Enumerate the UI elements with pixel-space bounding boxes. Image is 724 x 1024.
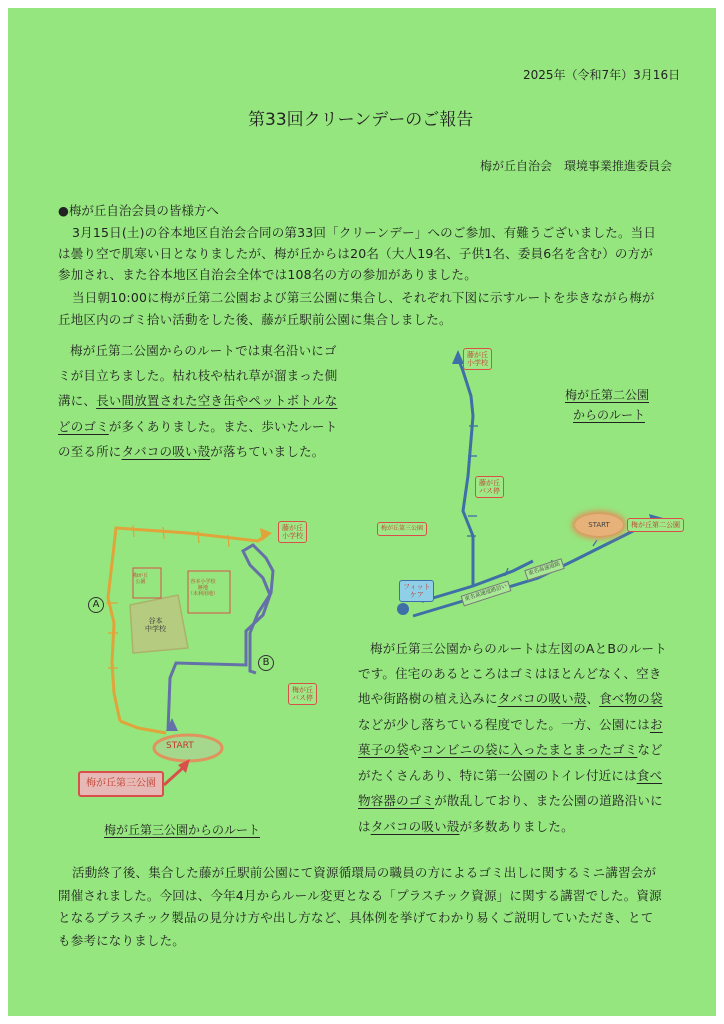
map2-school-label: 藤が丘 小学校 — [463, 348, 492, 370]
route-map-second-park — [363, 336, 708, 636]
intro-line-1: 3月15日(土)の谷本地区自治会合同の第33回「クリーンデー」へのご参加、有難うございました。当日 — [72, 225, 657, 240]
closing-line-3: となるプラスチック製品の見分け方や出し方など、具体例を挙げてわかり易くご説明していただき、とて — [58, 910, 654, 925]
closing-line-2: 開催されました。今回は、今年4月からルール変更となる「プラスチック資源」に関する講習でした。資源 — [58, 888, 662, 903]
closing-line-1: 活動終了後、集合した藤が丘駅前公園にて資源循環局の職員の方によるゴミ出しに関するミニ講習会が — [72, 865, 657, 880]
map2-road-label-2: 東名高速道路沿い — [461, 581, 512, 607]
closing-line-4: も参考になりました。 — [58, 933, 186, 948]
report-title: 第33回クリーンデーのご報告 — [248, 110, 474, 130]
intro-line-5: 丘地区内のゴミ拾い活動をした後、藤が丘駅前公園に集合しました。 — [58, 312, 452, 327]
map2-start-marker: START — [575, 514, 623, 536]
map2-caption: 梅が丘第二公園 — [565, 388, 650, 402]
map2-park3-label: 梅が丘第三公園 — [377, 522, 427, 536]
map2-busstop-label: 藤が丘 バス停 — [475, 476, 504, 498]
map3-small-park-label: 梅が丘 公園 — [133, 573, 149, 585]
map2-caption-2: からのルート — [573, 408, 646, 422]
route-b-marker: B — [258, 655, 274, 671]
intro-line-4: 当日朝10:00に梅が丘第二公園および第三公園に集合し、それぞれ下図に示すルートを歩きながら梅が — [72, 290, 655, 305]
greeting: ●梅が丘自治会員の皆様方へ — [58, 203, 219, 218]
map2-start-park-label: 梅が丘第二公園 — [627, 518, 684, 532]
map3-start-marker: START — [166, 741, 194, 751]
route-map-third-park — [78, 503, 348, 833]
map2-fitcare-label: フィット ケア — [399, 580, 434, 602]
map2-road-label: 東名高速道路 — [524, 558, 565, 581]
map3-school-label: 藤が丘 小学校 — [278, 521, 307, 543]
map3-chugaku-label: 谷本 中学校 — [145, 617, 166, 633]
map3-caption: 梅が丘第三公園からのルート — [104, 823, 261, 837]
intro-line-2: は曇り空で肌寒い日となりましたが、梅が丘からは20名（大人19名、子供1名、委員6名を含む）の方が — [58, 246, 654, 261]
report-date: 2025年（令和7年）3月16日 — [523, 68, 681, 82]
map3-start-arrow — [160, 755, 220, 795]
map3-start-park-label: 梅が丘第三公園 — [78, 771, 164, 797]
route-a-marker: A — [88, 597, 104, 613]
report-page: 2025年（令和7年）3月16日 第33回クリーンデーのご報告 梅が丘自治会 環境事業推進委員会 ●梅が丘自治会員の皆様方へ 3月15日(土)の谷本地区自治会合同の第33回「クリーンデー」へのご参加、有難うございました。当日 は曇り空で肌寒い日となりましたが、梅が丘からは20名（大人19名、子供1名、委員6名を含む）の方が 参加され、また谷本地区自治会全体では108名の方の参加がありました。 当日朝10:00に梅が丘第二公園および第三公園に集合し、それぞれ下図に示すルートを歩きながら梅が 丘地区内のゴミ拾い活動をした後、藤が丘駅前公園に集合しました。 梅が丘第二公園からのルートでは東名沿いにゴ ミが目立ちました。枯れ枝や枯れ草が溜まった側 溝に、長い間放置された空き缶やペットボトルな どのゴミが多くありました。また、歩いたルート の至る所にタバコの吸い殻が落ちていました。 藤が丘 小学校 藤が丘 バス停 梅が丘第三公園 START 梅が丘第二公園 フィット ケア 東名高速道路 東名高速道路沿い 梅が丘第二公園 からのルート 藤が丘 小学校 梅が丘 バス停 谷本 中学校 梅が丘 公園 谷本小学校 跡地 （未利用地） A B START 梅が丘第三公園 梅が丘第三公園からのルート 梅が丘第三公園からのルートは左図のAとBのルート です。住宅のあるところはゴミはほとんどなく、空き 地や街路樹の植え込みにタバコの吸い殻、食べ物の袋 などが少し落ちている程度でした。一方、公園にはお 菓子の袋やコンビニの袋に入ったまとまったゴミなど がたくさんあり、特に第一公園のトイレ付近には食べ 物容器のゴミが散乱しており、また公園の道路沿いに はタバコの吸い殻が多数ありました。 活動終了後、集合した藤が丘駅前公園にて資源循環局の職員の方によるゴミ出しに関するミニ講習会が 開催されました。今回は、今年4月からルール変更となる「プラスチック資源」に関する講習でした。資源 となるプラスチック製品の見分け方や出し方など、具体例を挙げてわかり易くご説明していただき、とて も参考になりました。 — [8, 8, 716, 1016]
map3-busstop-label: 梅が丘 バス停 — [288, 683, 317, 705]
issuer: 梅が丘自治会 環境事業推進委員会 — [480, 159, 673, 173]
intro-line-3: 参加され、また谷本地区自治会全体では108名の方の参加がありました。 — [58, 267, 477, 282]
map3-vacant-lot-label: 谷本小学校 跡地 （未利用地） — [188, 579, 219, 597]
